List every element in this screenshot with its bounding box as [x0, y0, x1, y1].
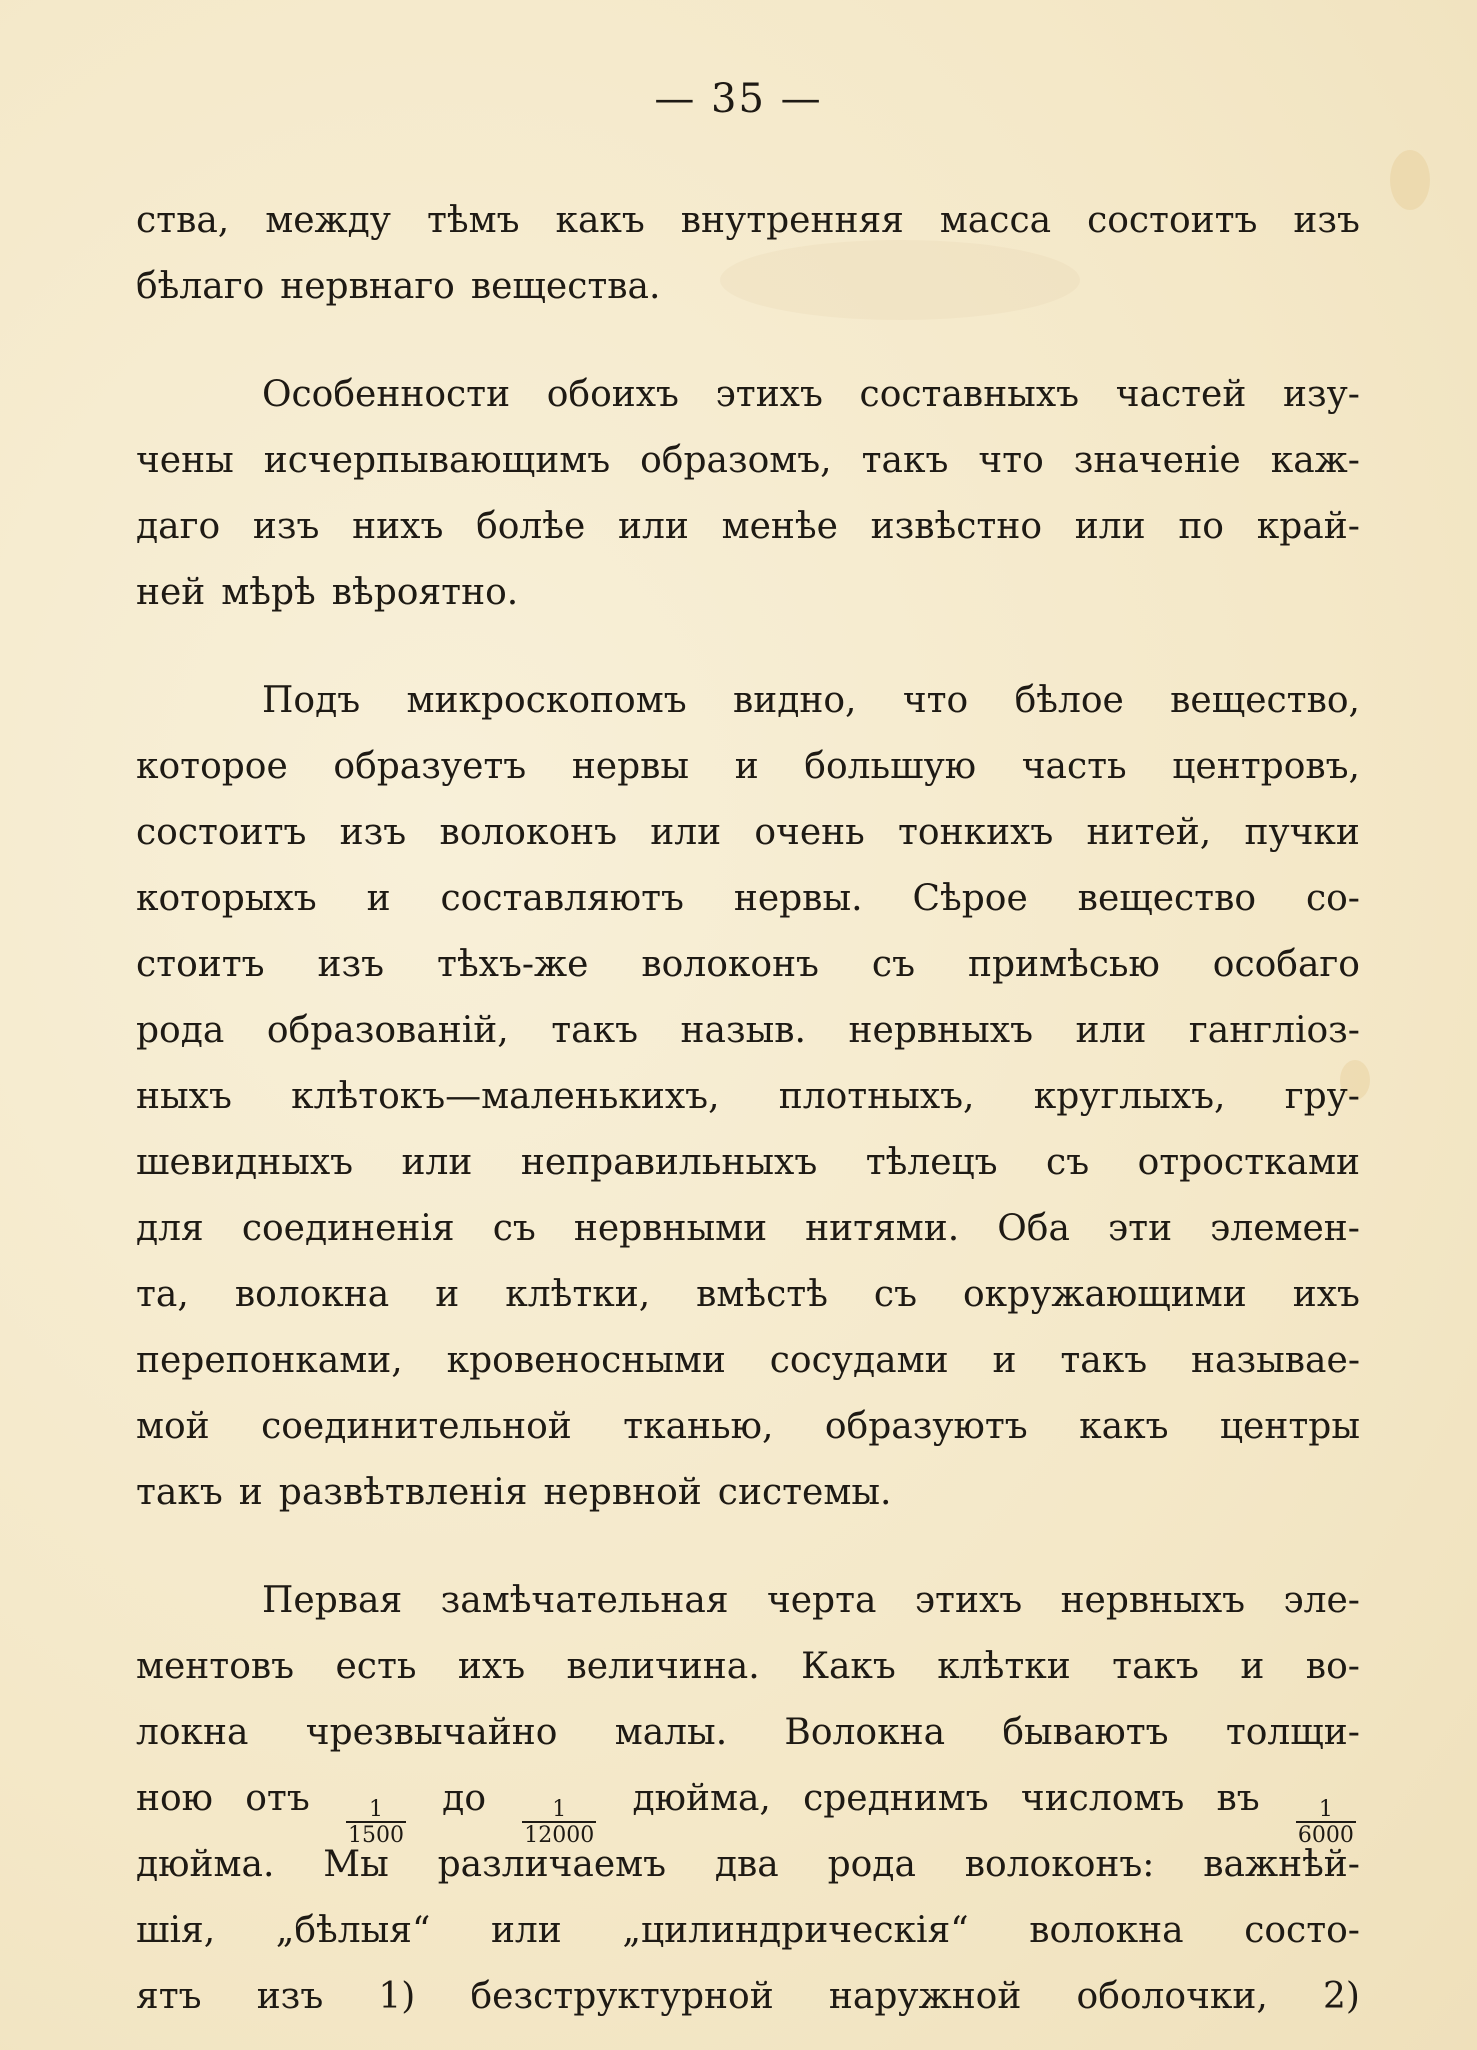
paragraph-gap	[136, 320, 1360, 362]
word: соединенія	[241, 1208, 455, 1249]
word: тѣмъ	[426, 200, 520, 241]
fraction-denominator: 6000	[1297, 1823, 1354, 1848]
text-line	[136, 1130, 1360, 1196]
word: съ	[492, 1208, 536, 1249]
word: изъ	[339, 812, 407, 853]
text-line	[136, 188, 1360, 254]
word: состоитъ	[136, 812, 307, 853]
word: замѣчательная	[440, 1580, 729, 1621]
word: вещества.	[470, 266, 661, 307]
word: очень	[754, 812, 865, 853]
word: съ	[1046, 1142, 1090, 1183]
text-line	[136, 1766, 1360, 1848]
word: особаго	[1212, 944, 1360, 985]
text-line	[136, 560, 1360, 626]
word: вмѣстѣ	[696, 1274, 828, 1315]
word: ства,	[136, 200, 230, 241]
word: ихъ	[457, 1646, 526, 1687]
word: съ	[873, 1274, 917, 1315]
word: что	[902, 680, 969, 721]
word: внутренняя	[680, 200, 904, 241]
text-line	[136, 1700, 1360, 1766]
word: такъ	[136, 1472, 223, 1513]
word: бываютъ	[1002, 1712, 1169, 1753]
word: и	[238, 1472, 263, 1513]
word: Оба	[997, 1208, 1070, 1249]
word: вещество,	[1170, 680, 1360, 721]
word: видно,	[732, 680, 857, 721]
word: развѣтвленія	[278, 1472, 528, 1513]
word: или	[1075, 1010, 1147, 1051]
word: изъ	[256, 1976, 324, 2017]
text-line	[136, 998, 1360, 1064]
word: та,	[136, 1274, 189, 1315]
fraction-denominator: 12000	[524, 1823, 595, 1848]
word: безструктурной	[470, 1976, 774, 2017]
paper-stain	[1390, 150, 1430, 210]
word: волоконъ:	[964, 1844, 1155, 1885]
word: центровъ,	[1172, 746, 1360, 787]
text-line	[136, 1196, 1360, 1262]
word: нервныхъ	[1060, 1580, 1246, 1621]
word: наружной	[828, 1976, 1022, 2017]
word: извѣстно	[870, 506, 1043, 547]
text-line	[136, 254, 1360, 320]
fraction-numerator: 1	[1318, 1797, 1333, 1822]
word: дюйма,	[632, 1778, 771, 1819]
word: чены	[136, 440, 234, 481]
word: каж-	[1270, 440, 1360, 481]
text-line	[136, 362, 1360, 428]
word: часть	[1021, 746, 1127, 787]
word: со-	[1305, 878, 1360, 919]
word: рода	[827, 1844, 916, 1885]
word: масса	[939, 200, 1052, 241]
word: менѣе	[721, 506, 838, 547]
word: ментовъ	[136, 1646, 295, 1687]
word: элемен-	[1210, 1208, 1360, 1249]
word: по	[1178, 506, 1224, 547]
text-line	[136, 1064, 1360, 1130]
word: назыв.	[680, 1010, 807, 1051]
word: сосудами	[769, 1340, 949, 1381]
word: микроскопомъ	[406, 680, 687, 721]
word: значеніе	[1073, 440, 1241, 481]
word: чрезвычайно	[305, 1712, 558, 1753]
text-line	[136, 1460, 1360, 1526]
word: вѣроятно.	[331, 572, 519, 613]
text-line	[136, 866, 1360, 932]
word: изъ	[317, 944, 385, 985]
text-line	[136, 800, 1360, 866]
word: стоитъ	[136, 944, 265, 985]
word: гру-	[1284, 1076, 1360, 1117]
word: такъ	[551, 1010, 639, 1051]
word: отростками	[1137, 1142, 1360, 1183]
word: эле-	[1283, 1580, 1360, 1621]
word: до	[442, 1778, 487, 1819]
word: частей	[1115, 374, 1247, 415]
word: Особенности	[262, 374, 511, 415]
word: съ	[871, 944, 915, 985]
word: примѣсью	[967, 944, 1160, 985]
word: изъ	[252, 506, 320, 547]
word: эти	[1108, 1208, 1173, 1249]
word: есть	[335, 1646, 417, 1687]
word: важнѣй-	[1203, 1844, 1360, 1885]
word: черта	[766, 1580, 877, 1621]
word: состоитъ	[1087, 200, 1258, 241]
word: нервы.	[733, 878, 863, 919]
word: волоконъ	[641, 944, 819, 985]
word: и	[992, 1340, 1017, 1381]
word: ней	[136, 572, 206, 613]
word: нитями.	[805, 1208, 960, 1249]
word: Волокна	[784, 1712, 946, 1753]
word: такъ	[861, 440, 949, 481]
text-line	[136, 1964, 1360, 2030]
word: малы.	[614, 1712, 728, 1753]
fraction-numerator: 1	[552, 1797, 567, 1822]
word: ятъ	[136, 1976, 202, 2017]
word: составныхъ	[859, 374, 1080, 415]
word: и	[435, 1274, 460, 1315]
text-line	[136, 1568, 1360, 1634]
word: отъ	[245, 1778, 310, 1819]
word: этихъ	[914, 1580, 1023, 1621]
word: окружающими	[962, 1274, 1247, 1315]
word: вещество	[1077, 878, 1257, 919]
word: или	[650, 812, 722, 853]
word: болѣе	[476, 506, 586, 547]
word: бѣлаго	[136, 266, 265, 307]
word: для	[136, 1208, 204, 1249]
word: или	[490, 1910, 562, 1951]
text-line	[136, 1634, 1360, 1700]
word: числомъ	[1020, 1778, 1185, 1819]
word: пучки	[1244, 812, 1360, 853]
word: какъ	[1079, 1406, 1169, 1447]
word: между	[265, 200, 391, 241]
word: изъ	[1293, 200, 1360, 241]
word: среднимъ	[803, 1778, 989, 1819]
word: перепонками,	[136, 1340, 403, 1381]
word: бѣлое	[1014, 680, 1124, 721]
text-line	[136, 494, 1360, 560]
word: или	[618, 506, 689, 547]
word: такъ	[1060, 1340, 1148, 1381]
word: такъ	[1112, 1646, 1199, 1687]
paragraph-gap	[136, 1526, 1360, 1568]
word: что	[978, 440, 1044, 481]
word: различаемъ	[437, 1844, 667, 1885]
word: нервными	[573, 1208, 768, 1249]
word: составляютъ	[440, 878, 684, 919]
word: какъ	[555, 200, 645, 241]
body-text	[136, 188, 1360, 2030]
word: называе-	[1191, 1340, 1360, 1381]
word: нервы	[571, 746, 690, 787]
fraction-denominator: 1500	[347, 1823, 404, 1848]
word: кровеносными	[446, 1340, 726, 1381]
word: тѣхъ-же	[437, 944, 589, 985]
word: большую	[804, 746, 977, 787]
word: системы.	[717, 1472, 892, 1513]
word: или	[1074, 506, 1146, 547]
word: во-	[1305, 1646, 1360, 1687]
word: круглыхъ,	[1033, 1076, 1226, 1117]
text-line	[136, 428, 1360, 494]
word: клѣтки	[937, 1646, 1071, 1687]
word: волокна	[234, 1274, 390, 1315]
text-line	[136, 1394, 1360, 1460]
word: даго	[136, 506, 221, 547]
word: шія,	[136, 1910, 216, 1951]
word: плотныхъ,	[778, 1076, 975, 1117]
word: изу-	[1283, 374, 1360, 415]
word: нитей,	[1086, 812, 1212, 853]
word: соединительной	[261, 1406, 572, 1447]
text-line	[136, 1832, 1360, 1898]
fraction	[346, 1799, 406, 1847]
word: „цилиндрическія“	[622, 1910, 969, 1951]
text-line	[136, 734, 1360, 800]
word: „бѣлыя“	[275, 1910, 431, 1951]
page-number: — 35 —	[654, 76, 823, 122]
word: шевидныхъ	[136, 1142, 354, 1183]
word: величина.	[566, 1646, 760, 1687]
word: оболочки,	[1076, 1976, 1268, 2017]
text-line	[136, 932, 1360, 998]
word: которыхъ	[136, 878, 317, 919]
text-line	[136, 668, 1360, 734]
word: мой	[136, 1406, 210, 1447]
fraction-numerator: 1	[368, 1797, 383, 1822]
word: и	[1240, 1646, 1265, 1687]
word: которое	[136, 746, 288, 787]
word: Первая	[262, 1580, 403, 1621]
word: локна	[136, 1712, 249, 1753]
word: дюйма.	[136, 1844, 275, 1885]
word: обоихъ	[546, 374, 679, 415]
word: Подъ	[262, 680, 361, 721]
word: тканью,	[623, 1406, 774, 1447]
word: край-	[1256, 506, 1360, 547]
word: образованій,	[266, 1010, 509, 1051]
word: волокна	[1029, 1910, 1184, 1951]
word: въ	[1216, 1778, 1260, 1819]
word: образомъ,	[640, 440, 832, 481]
word: ною	[136, 1778, 214, 1819]
word: рода	[136, 1010, 225, 1051]
fraction	[1296, 1799, 1356, 1847]
word: тѣлецъ	[865, 1142, 998, 1183]
word: или	[401, 1142, 473, 1183]
fraction	[522, 1799, 596, 1847]
word: мѣрѣ	[221, 572, 316, 613]
word: клѣтки,	[505, 1274, 651, 1315]
word: состо-	[1244, 1910, 1360, 1951]
word: центры	[1219, 1406, 1360, 1447]
word: образуютъ	[824, 1406, 1028, 1447]
word: ныхъ	[136, 1076, 232, 1117]
word: нервныхъ	[848, 1010, 1033, 1051]
word: и	[366, 878, 391, 919]
word: два	[714, 1844, 779, 1885]
word: Сѣрое	[912, 878, 1028, 919]
text-line	[136, 1898, 1360, 1964]
word: неправильныхъ	[520, 1142, 818, 1183]
word: тонкихъ	[898, 812, 1054, 853]
word: волоконъ	[439, 812, 618, 853]
word: нервной	[543, 1472, 702, 1513]
text-line	[136, 1262, 1360, 1328]
word: клѣтокъ—маленькихъ,	[291, 1076, 720, 1117]
word: Мы	[323, 1844, 389, 1885]
paragraph-gap	[136, 626, 1360, 668]
word: и	[734, 746, 759, 787]
word: образуетъ	[333, 746, 527, 787]
word: толщи-	[1225, 1712, 1360, 1753]
word: гангліоз-	[1188, 1010, 1360, 1051]
text-line	[136, 1328, 1360, 1394]
word: ихъ	[1292, 1274, 1360, 1315]
word: Какъ	[801, 1646, 896, 1687]
word: этихъ	[715, 374, 823, 415]
word: 2)	[1322, 1976, 1360, 2017]
word: нихъ	[352, 506, 444, 547]
word: 1)	[378, 1976, 416, 2017]
word: нервнаго	[280, 266, 455, 307]
word: исчерпывающимъ	[263, 440, 611, 481]
